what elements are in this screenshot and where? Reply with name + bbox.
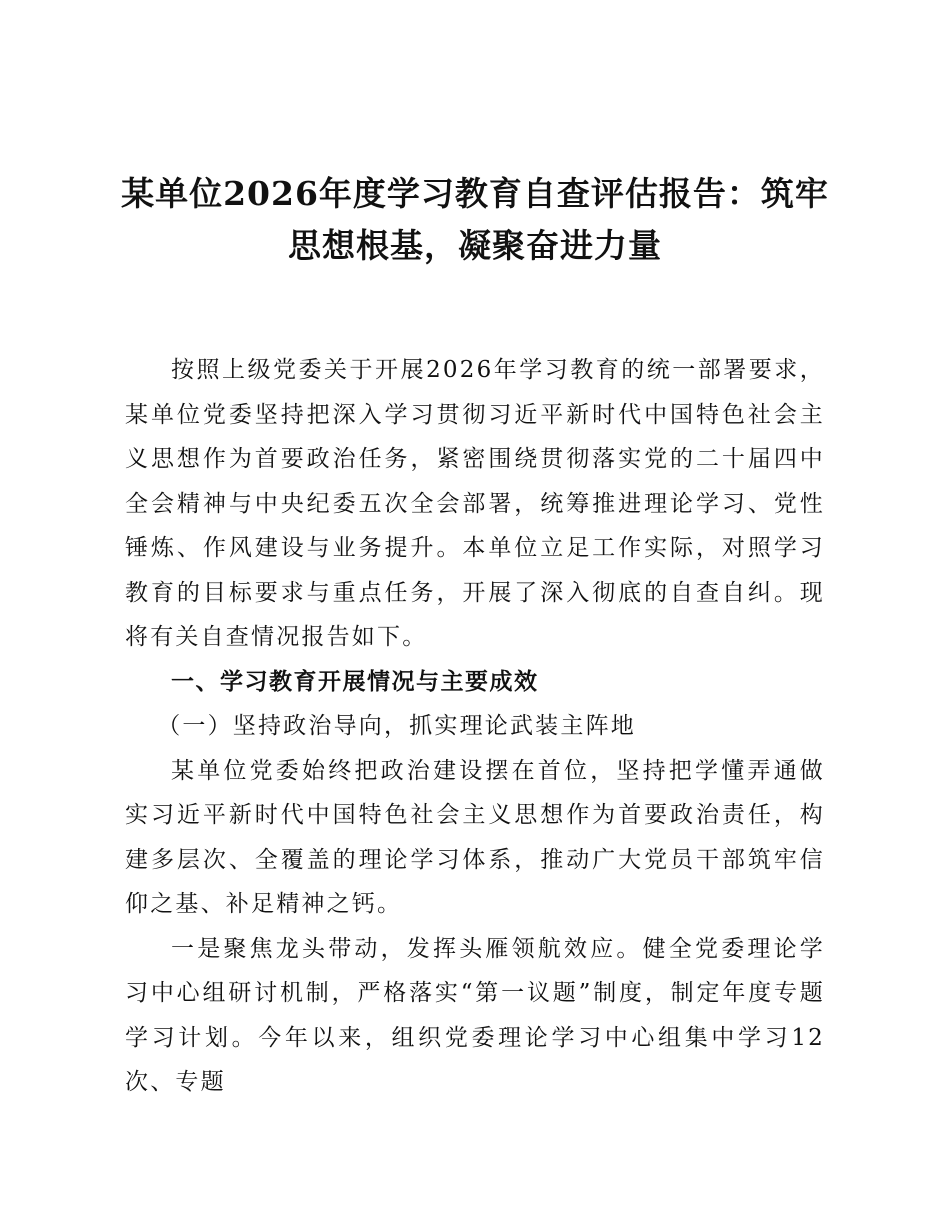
intro-paragraph: 按照上级党委关于开展2026年学习教育的统一部署要求，某单位党委坚持把深入学习贯彻习近平新时代中国特色社会主义思想作为首要政治任务，紧密围绕贯彻落实党的二十届四中全会精神与中央纪委五次全会部署，统筹推进理论学习、党性锤炼、作风建设与业务提升。本单位立足工作实际，对照学习教育的目标要求与重点任务，开展了深入彻底的自查自纠。现将有关自查情况报告如下。 bbox=[125, 357, 825, 650]
title-line-2: 思想根基，凝聚奋进力量 bbox=[288, 226, 662, 265]
title-line-1: 某单位2026年度学习教育自查评估报告：筑牢 bbox=[121, 174, 829, 213]
document-title bbox=[100, 168, 850, 272]
body-paragraph-1: 某单位党委始终把政治建设摆在首位，坚持把学懂弄通做实习近平新时代中国特色社会主义思想作为首要政治责任，构建多层次、全覆盖的理论学习体系，推动广大党员干部筑牢信仰之基、补足精神之钙。 bbox=[125, 757, 825, 917]
body-paragraph-2: 一是聚焦龙头带动，发挥头雁领航效应。健全党委理论学习中心组研讨机制，严格落实“第一议题”制度，制定年度专题学习计划。今年以来，组织党委理论学习中心组集中学习12次、专题 bbox=[125, 935, 825, 1095]
section-heading-1: 一、学习教育开展情况与主要成效 bbox=[171, 668, 539, 695]
document-body bbox=[125, 348, 825, 1105]
subsection-heading-1: （一）坚持政治导向，抓实理论武装主阵地 bbox=[157, 713, 636, 739]
